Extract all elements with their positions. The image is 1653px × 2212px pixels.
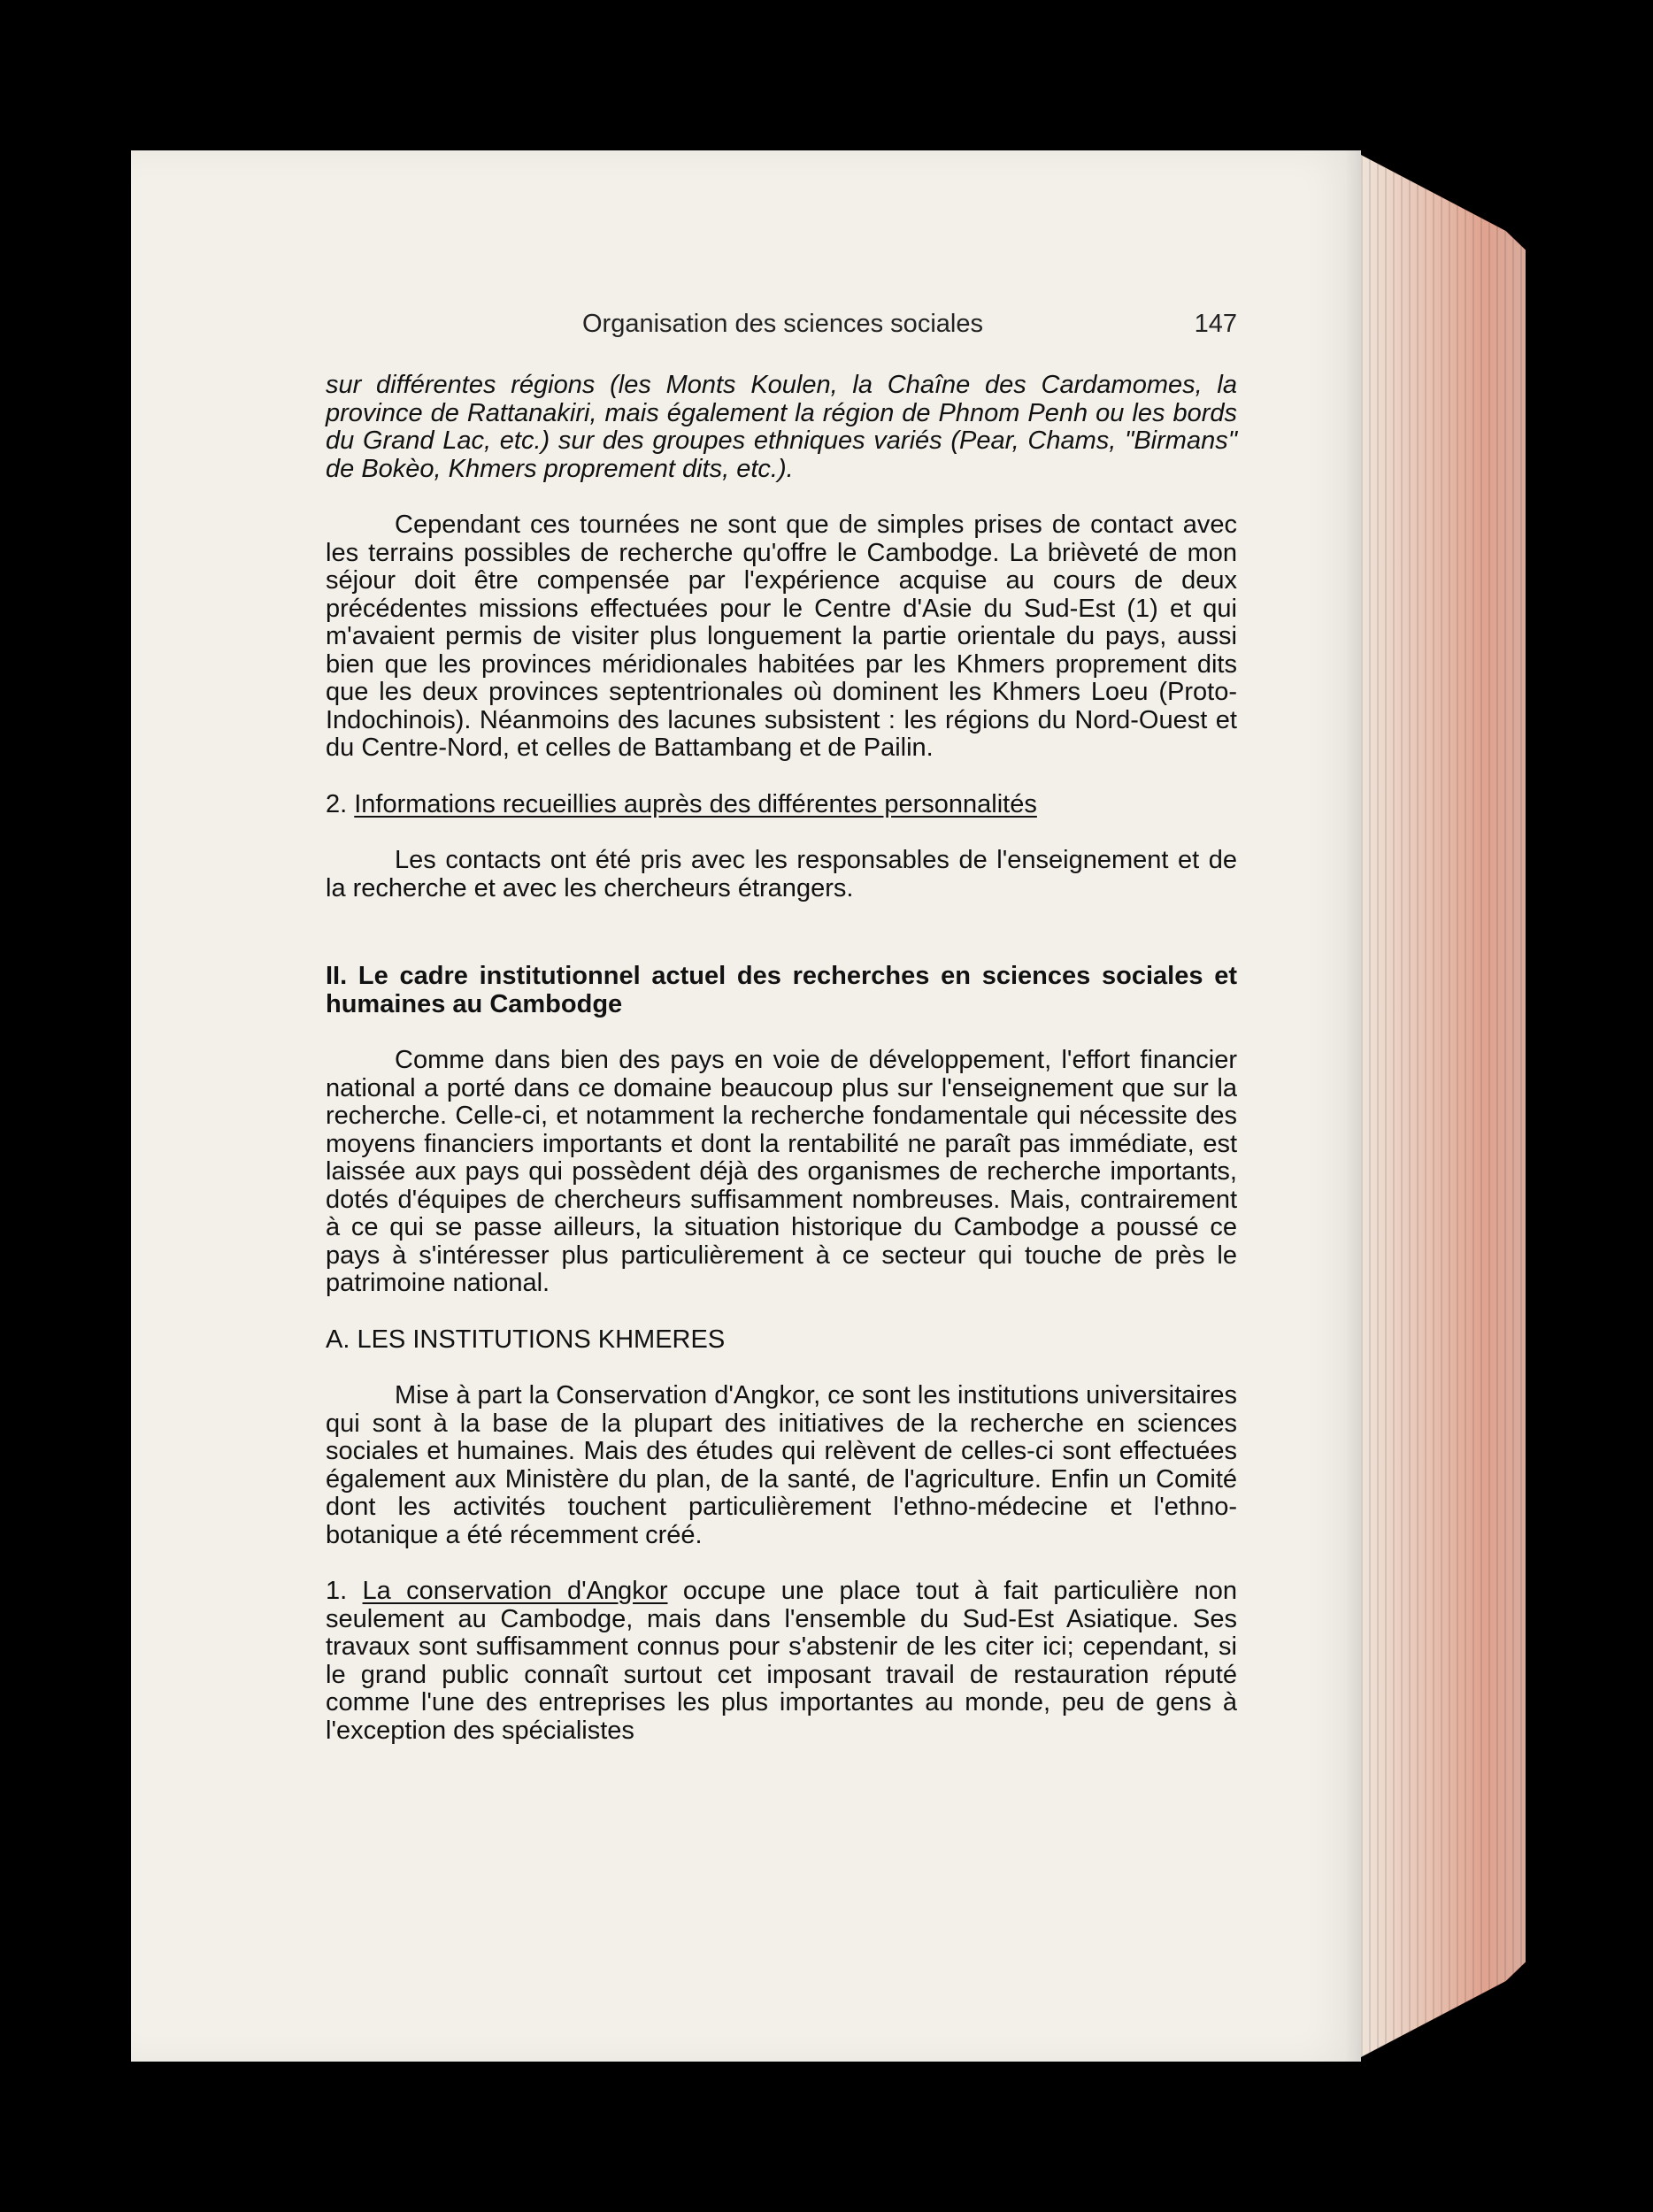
heading-informations [326, 791, 1237, 819]
heading-informations-number: 2. [326, 789, 348, 818]
paragraph-contacts: Les contacts ont été pris avec les responsables de l'enseignement et de la recherche et avec les chercheurs étrangers. [326, 846, 1237, 902]
book-page-edges [1361, 155, 1526, 2057]
subsection-title: A. LES INSTITUTIONS KHMERES [326, 1325, 726, 1354]
paragraph-tournees: Cependant ces tournées ne sont que de simples prises de contact avec les terrains possibles de recherche qu'offre le Cambodge. La brièveté de mon séjour doit être compensée par l'expérience acquise au cours de deux précédentes missions effectuées pour le Centre d'Asie du Sud-Est (1) et qui m'avaient permis de visiter plus longuement la partie orientale du pays, aussi bien que les provinces méridionales habitées par les Khmers proprement dits que les deux provinces septentrionales où dominent les Khmers Loeu (Proto-Indochinois). Néanmoins des lacunes subsistent : les régions du Nord-Ouest et du Centre-Nord, et celles de Battambang et de Pailin. [326, 511, 1237, 762]
paragraph-angkor-title: La conservation d'Angkor [362, 1577, 668, 1605]
running-header-title: Organisation des sciences sociales [582, 310, 983, 338]
paragraph-regions: sur différentes régions (les Monts Koulen, la Chaîne des Cardamomes, la province de Rattanakiri, mais également la région de Phnom Penh ou les bords du Grand Lac, etc.) sur des groupes ethniques variés (Pear, Chams, "Birmans" de Bokèo, Khmers proprement dits, etc.). [326, 371, 1237, 483]
paragraph-angkor-text: occupe une place tout à fait particulière non seulement au Cambodge, mais dans l'ensemble du Sud-Est Asiatique. Ses travaux sont suffisamment connus pour s'abstenir de les citer ici; cependant, si le grand public connaît surtout cet imposant travail de restauration réputé comme l'une des entreprises les plus importantes au monde, peu de gens à l'exception des spécialistes [326, 1577, 1237, 1745]
paragraph-developpement: Comme dans bien des pays en voie de développement, l'effort financier national a porté dans ce domaine beaucoup plus sur l'enseignement que sur la recherche. Celle-ci, et notamment la recherche fondamentale qui nécessite des moyens financiers importants et dont la rentabilité ne paraît pas immédiate, est laissée aux pays qui possèdent déjà des organismes de recherche importants, dotés d'équipes de chercheurs suffisamment nombreuses. Mais, contrairement à ce qui se passe ailleurs, la situation historique du Cambodge a poussé ce pays à s'intéresser plus particulièrement à ce secteur qui touche de près le patrimoine national. [326, 1046, 1237, 1297]
paragraph-institutions: Mise à part la Conservation d'Angkor, ce sont les institutions universitaires qui sont à la base de la plupart des initiatives de la recherche en sciences sociales et humaines. Mais des études qui relèvent de celles-ci sont effectuées également aux Ministère du plan, de la santé, de l'agriculture. Enfin un Comité dont les activités touchent particulièrement l'ethno-médecine et l'ethno-botanique a été récemment créé. [326, 1381, 1237, 1549]
paragraph-angkor-number: 1. [326, 1577, 348, 1605]
heading-informations-title: Informations recueillies auprès des différentes personnalités [354, 789, 1037, 818]
paragraph-angkor [326, 1578, 1237, 1745]
section-title: II. Le cadre institutionnel actuel des recherches en sciences sociales et humaines au Cambodge [326, 962, 1237, 1018]
page-number: 147 [1194, 310, 1237, 338]
page-body [326, 372, 1237, 1745]
